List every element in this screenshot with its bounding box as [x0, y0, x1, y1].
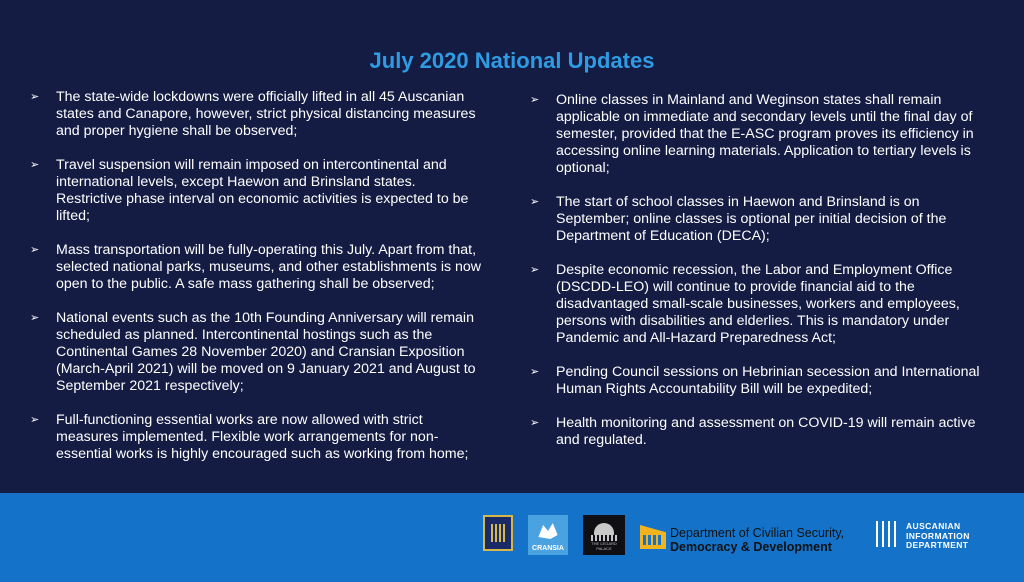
- bullet-item: [530, 415, 982, 449]
- bullet-item: [530, 92, 982, 177]
- info-department-bars-icon: [876, 521, 900, 547]
- bullet-item: [30, 412, 482, 463]
- arrow-bullet-icon: ➢: [30, 244, 40, 256]
- bullet-text: Mass transportation will be fully-operating this July. Apart from that, selected national parks, museums, and other establishments is now open to the public. A safe mass gathering shall be observed;: [56, 242, 482, 292]
- dcsdd-line-1: Department of Civilian Security,: [670, 526, 845, 540]
- seal-pillars-icon: [491, 524, 505, 542]
- dcsdd-logo-text: [670, 526, 844, 554]
- arrow-bullet-icon: ➢: [30, 159, 40, 171]
- arrow-bullet-icon: ➢: [530, 264, 540, 276]
- aid-line-1: AUSCANIAN: [906, 521, 961, 531]
- arrow-bullet-icon: ➢: [30, 91, 40, 103]
- palace-dome-icon: [594, 523, 614, 535]
- coat-of-arms-logo: [483, 515, 513, 551]
- arrow-bullet-icon: ➢: [30, 312, 40, 324]
- right-bullet-column: [530, 92, 982, 466]
- cransia-logo-label: CRANSIA: [532, 545, 564, 552]
- bullet-item: [30, 310, 482, 395]
- bullet-text: The start of school classes in Haewon and Brinsland is on September; online classes is optional per initial decision of the Department of Education (DECA);: [556, 194, 947, 244]
- bullet-text: Full-functioning essential works are now allowed with strict measures implemented. Flexible work arrangements for non-essential works is highly encouraged such as working from home;: [56, 412, 469, 462]
- bullet-item: [30, 89, 482, 140]
- palace-logo-label: THE LEGARD PALACE: [591, 541, 617, 551]
- bullet-text: National events such as the 10th Founding Anniversary will remain scheduled as planned. Intercontinental hostings such as the Continental Games 28 November 2020) and Cransian Exposition (March-April 2021) will be moved on 9 January 2021 and August to September 2021 respectively;: [56, 310, 476, 394]
- info-department-logo-text: [906, 522, 970, 551]
- arrow-bullet-icon: ➢: [530, 94, 540, 106]
- bullet-text: The state-wide lockdowns were officially lifted in all 45 Auscanian states and Canapore, however, strict physical distancing measures and proper hygiene shall be observed;: [56, 89, 476, 139]
- bullet-item: [530, 194, 982, 245]
- bullet-item: [30, 157, 482, 225]
- bullet-item: [530, 364, 982, 398]
- legard-palace-logo: [583, 515, 625, 555]
- arrow-bullet-icon: ➢: [530, 196, 540, 208]
- dcsdd-line-2: Democracy & Development: [670, 540, 832, 554]
- bullet-text: Health monitoring and assessment on COVID-19 will remain active and regulated.: [556, 415, 976, 448]
- arrow-bullet-icon: ➢: [530, 417, 540, 429]
- map-icon: [536, 521, 560, 541]
- slide-title: July 2020 National Updates: [369, 48, 655, 73]
- logo-footer: [0, 493, 1024, 582]
- bullet-item: [530, 262, 982, 347]
- aid-line-3: DEPARTMENT: [906, 540, 969, 550]
- aid-line-2: INFORMATION: [906, 530, 970, 541]
- arrow-bullet-icon: ➢: [30, 414, 40, 426]
- bullet-text: Online classes in Mainland and Weginson states shall remain applicable on immediate and secondary levels until the final day of semester, provided that the E-ASC program proves its efficiency in accessing online learning materials. Application to tertiary levels is optional;: [556, 92, 974, 176]
- dcsdd-grid-icon: [643, 535, 663, 545]
- bullet-text: Travel suspension will remain imposed on intercontinental and international levels, except Haewon and Brinsland states. Restrictive phase interval on economic activities is expected to be lifted;: [56, 157, 469, 224]
- bullet-item: [30, 242, 482, 293]
- cransia-logo: [528, 515, 568, 555]
- bullet-text: Pending Council sessions on Hebrinian secession and International Human Rights Accountability Bill will be expedited;: [556, 364, 980, 397]
- left-bullet-column: [30, 89, 482, 480]
- bullet-text: Despite economic recession, the Labor and Employment Office (DSCDD-LEO) will continue to provide financial aid to the disadvantaged small-scale businesses, workers and employees, persons with disabilities and elderlies. This is mandatory under Pandemic and All-Hazard Preparedness Act;: [556, 262, 960, 346]
- arrow-bullet-icon: ➢: [530, 366, 540, 378]
- dcsdd-logo-icon: [640, 525, 666, 549]
